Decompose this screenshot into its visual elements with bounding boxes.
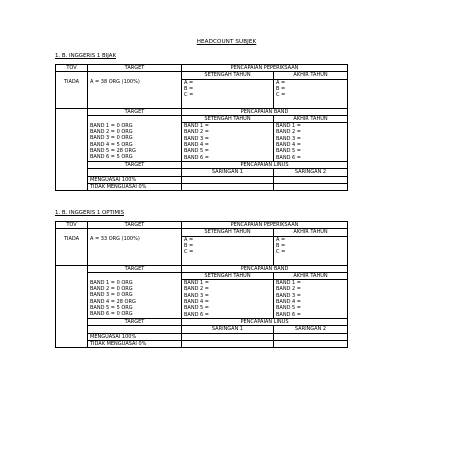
band-value: BAND 5 = bbox=[276, 305, 301, 312]
pencapaian-peperiksaan-header: PENCAPAIAN PEPERIKSAAN bbox=[182, 222, 348, 229]
band-target: BAND 6 = 5 ORG bbox=[90, 154, 133, 161]
band-target: BAND 3 = 0 ORG bbox=[90, 135, 133, 142]
band-value: BAND 4 = bbox=[184, 299, 209, 306]
band-akhir-list bbox=[274, 280, 348, 319]
target-value: A = 38 ORG (100%) bbox=[88, 79, 182, 108]
band-value: BAND 3 = bbox=[184, 292, 209, 299]
target-value: A = 33 ORG (100%) bbox=[88, 236, 182, 265]
band-value: BAND 5 = bbox=[184, 305, 209, 312]
grade-b: B = bbox=[276, 85, 286, 92]
grade-a: A = bbox=[184, 79, 194, 86]
band-target: BAND 4 = 5 ORG bbox=[90, 141, 133, 148]
linus-target-header: TARGET bbox=[88, 161, 182, 168]
tov-header: TOV bbox=[56, 65, 88, 72]
grade-c: C = bbox=[276, 92, 286, 99]
akhir-grades bbox=[274, 236, 348, 265]
pencapaian-linus-header: PENCAPAIAN LINUS bbox=[182, 318, 348, 325]
band-value: BAND 3 = bbox=[184, 135, 209, 142]
tov-value: TIADA bbox=[56, 79, 88, 108]
band-target: BAND 3 = 0 ORG bbox=[90, 292, 133, 299]
tidak-menguasai-target: TIDAK MENGUASAI 0% bbox=[88, 340, 182, 347]
band-value: BAND 4 = bbox=[276, 299, 301, 306]
band-akhir-list bbox=[274, 123, 348, 162]
band-setengah-list bbox=[182, 280, 274, 319]
band-target-list bbox=[88, 280, 182, 319]
band-setengah-header: SETENGAH TAHUN bbox=[182, 272, 274, 279]
headcount-table bbox=[55, 221, 348, 348]
saringan-2-header: SARINGAN 2 bbox=[274, 169, 348, 176]
setengah-tahun-header: SETENGAH TAHUN bbox=[182, 72, 274, 79]
band-value: BAND 2 = bbox=[276, 129, 301, 136]
grade-a: A = bbox=[184, 236, 194, 243]
linus-target-header: TARGET bbox=[88, 318, 182, 325]
band-akhir-header: AKHIR TAHUN bbox=[274, 115, 348, 122]
band-value: BAND 2 = bbox=[184, 286, 209, 293]
grade-c: C = bbox=[276, 249, 286, 256]
grade-a: A = bbox=[276, 79, 286, 86]
grade-a: A = bbox=[276, 236, 286, 243]
menguasai-target: MENGUASAI 100% bbox=[88, 333, 182, 340]
band-value: BAND 1 = bbox=[184, 123, 209, 130]
band-value: BAND 1 = bbox=[276, 123, 301, 130]
band-target: BAND 5 = 28 ORG bbox=[90, 147, 136, 154]
menguasai-target: MENGUASAI 100% bbox=[88, 176, 182, 183]
band-value: BAND 3 = bbox=[276, 292, 301, 299]
akhir-tahun-header: AKHIR TAHUN bbox=[274, 229, 348, 236]
band-target-header: TARGET bbox=[88, 265, 182, 272]
band-value: BAND 5 = bbox=[276, 148, 301, 155]
band-value: BAND 4 = bbox=[276, 142, 301, 149]
band-value: BAND 5 = bbox=[184, 148, 209, 155]
pencapaian-linus-header: PENCAPAIAN LINUS bbox=[182, 161, 348, 168]
grade-b: B = bbox=[184, 242, 194, 249]
band-target: BAND 4 = 28 ORG bbox=[90, 298, 136, 305]
band-akhir-header: AKHIR TAHUN bbox=[274, 272, 348, 279]
saringan-1-header: SARINGAN 1 bbox=[182, 326, 274, 333]
band-target: BAND 1 = 0 ORG bbox=[90, 279, 133, 286]
grade-b: B = bbox=[184, 85, 194, 92]
pencapaian-band-header: PENCAPAIAN BAND bbox=[182, 108, 348, 115]
band-target: BAND 2 = 0 ORG bbox=[90, 285, 133, 292]
band-setengah-header: SETENGAH TAHUN bbox=[182, 115, 274, 122]
band-value: BAND 1 = bbox=[184, 280, 209, 287]
headcount-table bbox=[55, 64, 348, 191]
pencapaian-band-header: PENCAPAIAN BAND bbox=[182, 265, 348, 272]
band-target: BAND 5 = 5 ORG bbox=[90, 304, 133, 311]
band-value: BAND 2 = bbox=[184, 129, 209, 136]
tov-value: TIADA bbox=[56, 236, 88, 265]
band-value: BAND 6 = bbox=[276, 154, 301, 161]
setengah-tahun-header: SETENGAH TAHUN bbox=[182, 229, 274, 236]
tidak-menguasai-target: TIDAK MENGUASAI 0% bbox=[88, 183, 182, 190]
grade-c: C = bbox=[184, 92, 194, 99]
setengah-grades bbox=[182, 79, 274, 108]
akhir-grades bbox=[274, 79, 348, 108]
band-target-header: TARGET bbox=[88, 108, 182, 115]
section-title: 1. B. INGGERIS 1 OPTIMIS bbox=[55, 210, 125, 216]
document-title: HEADCOUNT SUBJEK bbox=[196, 39, 257, 45]
grade-c: C = bbox=[184, 249, 194, 256]
setengah-grades bbox=[182, 236, 274, 265]
target-header: TARGET bbox=[88, 222, 182, 229]
band-target-list bbox=[88, 123, 182, 162]
band-value: BAND 1 = bbox=[276, 280, 301, 287]
band-value: BAND 6 = bbox=[276, 311, 301, 318]
saringan-1-header: SARINGAN 1 bbox=[182, 169, 274, 176]
band-target: BAND 6 = 0 ORG bbox=[90, 311, 133, 318]
target-header: TARGET bbox=[88, 65, 182, 72]
band-target: BAND 1 = 0 ORG bbox=[90, 122, 133, 129]
band-value: BAND 6 = bbox=[184, 311, 209, 318]
akhir-tahun-header: AKHIR TAHUN bbox=[274, 72, 348, 79]
pencapaian-peperiksaan-header: PENCAPAIAN PEPERIKSAAN bbox=[182, 65, 348, 72]
band-value: BAND 6 = bbox=[184, 154, 209, 161]
section-title: 1. B. INGGERIS 1 BIJAK bbox=[55, 53, 116, 59]
band-setengah-list bbox=[182, 123, 274, 162]
band-value: BAND 2 = bbox=[276, 286, 301, 293]
grade-b: B = bbox=[276, 242, 286, 249]
saringan-2-header: SARINGAN 2 bbox=[274, 326, 348, 333]
band-target: BAND 2 = 0 ORG bbox=[90, 128, 133, 135]
band-value: BAND 4 = bbox=[184, 142, 209, 149]
band-value: BAND 3 = bbox=[276, 135, 301, 142]
tov-header: TOV bbox=[56, 222, 88, 229]
